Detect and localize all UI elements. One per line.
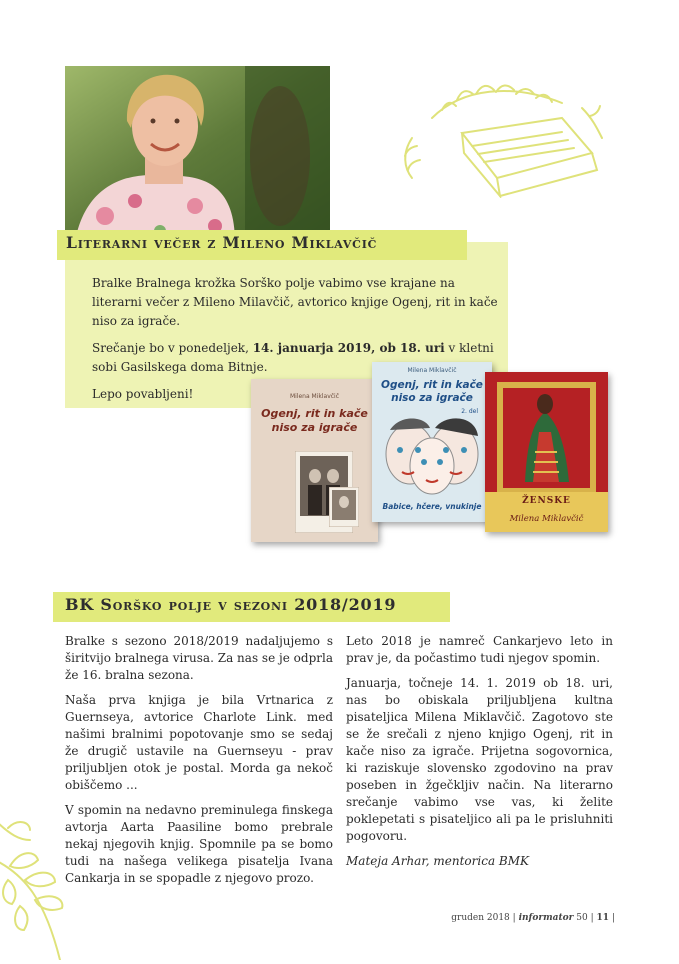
cover-faces-illustration	[380, 416, 484, 496]
article-paragraph: Naša prva knjiga je bila Vrtnarica z Guernseya, avtorice Charlote Link. med našimi bralnimi popotovanje smo se sedaj že drugič ustavile na Guernseyu - prav priljubljen otok je postal. Morda ga nekoč obiščemo ...	[65, 693, 333, 792]
article-paragraph: Bralke s sezono 2018/2019 nadaljujemo s širitvijo bralnega virusa. Za nas se je odprla že 16. bralna sezona.	[65, 634, 333, 682]
article-paragraph: Januarja, točneje 14. 1. 2019 ob 18. uri, nas bo obiskala priljubljena kultna pisateljica Milena Miklavčič. Zagotovo ste se že srečali z njeno knjigo Ogenj, rit in kače niso za igrače. Prijetna sogovornica, ki raziskuje slovensko zgodovino na prav poseben in žgečkljiv način. Na literarno srečanje vabimo vse vas, ki želite poklepetati s pisateljico ali pa le prisluhniti pogovoru.	[346, 676, 613, 843]
cover-title: ŽENSKE	[522, 496, 571, 506]
footer-magazine: informator	[518, 913, 574, 923]
article-paragraph: Leto 2018 je namreč Cankarjevo leto in prav je, da počastimo tudi njegov spomin.	[346, 634, 613, 665]
footer-page-number: 11	[596, 913, 610, 923]
invitation-paragraph: Bralke Bralnega krožka Sorško polje vabimo vse krajane na literarni večer z Mileno Milavčič, avtorico knjige Ogenj, rit in kače niso za igrače.	[92, 276, 498, 328]
footer-separator: |	[611, 913, 615, 923]
article-column-right	[346, 633, 613, 878]
page-footer	[451, 913, 615, 923]
cover-author: Milena Miklavčič	[407, 367, 457, 374]
book-doodle-illustration	[392, 78, 607, 198]
book-cover-ogenj-1	[251, 379, 378, 542]
cover-woman-illustration	[485, 372, 608, 532]
date-text-suffix: v kletni sobi Gasilskega doma Bitnje.	[92, 341, 494, 374]
invitation-closing: Lepo povabljeni!	[92, 387, 194, 401]
footer-separator: |	[512, 913, 516, 923]
footer-issue: 50	[576, 913, 588, 923]
cover-small-photo	[329, 487, 359, 527]
cover-title-line2: niso za igrače	[391, 392, 473, 404]
article-column-left	[65, 633, 333, 895]
article-paragraph: V spomin na nedavno preminulega finskega avtorja Aarta Paasiline bomo prebrale nekaj njegovih knjig. Spomnile pa se bomo tudi na našega velikega pisatelja Ivana Cankarja in se spopadle z njegovo prozo.	[65, 803, 333, 885]
event-datetime: 14. januarja 2019, ob 18. uri	[252, 341, 445, 355]
footer-month: gruden 2018	[451, 913, 510, 923]
cover-title-line2: niso za igrače	[271, 421, 358, 434]
cover-volume: 2. del	[461, 408, 478, 415]
section1-title: Literarni večer z Mileno Miklavčič	[66, 233, 378, 252]
section2-title: BK Sorško polje v sezoni 2018/2019	[65, 595, 397, 614]
footer-separator: |	[590, 913, 594, 923]
cover-author: Milena Miklavčič	[509, 514, 584, 524]
date-text-prefix: Srečanje bo v ponedeljek,	[92, 341, 253, 355]
cover-title-line1: Ogenj, rit in kače	[261, 407, 368, 420]
book-cover-ogenj-2	[372, 362, 492, 522]
article-signature: Mateja Arhar, mentorica BMK	[346, 854, 529, 868]
cover-title-line1: Ogenj, rit in kače	[381, 379, 483, 391]
cover-author: Milena Miklavčič	[289, 393, 340, 400]
author-photo	[65, 66, 330, 242]
book-cover-zenske	[485, 372, 608, 532]
leaf-doodle-illustration	[0, 820, 80, 960]
cover-subtitle: Babice, hčere, vnukinje	[382, 502, 482, 511]
